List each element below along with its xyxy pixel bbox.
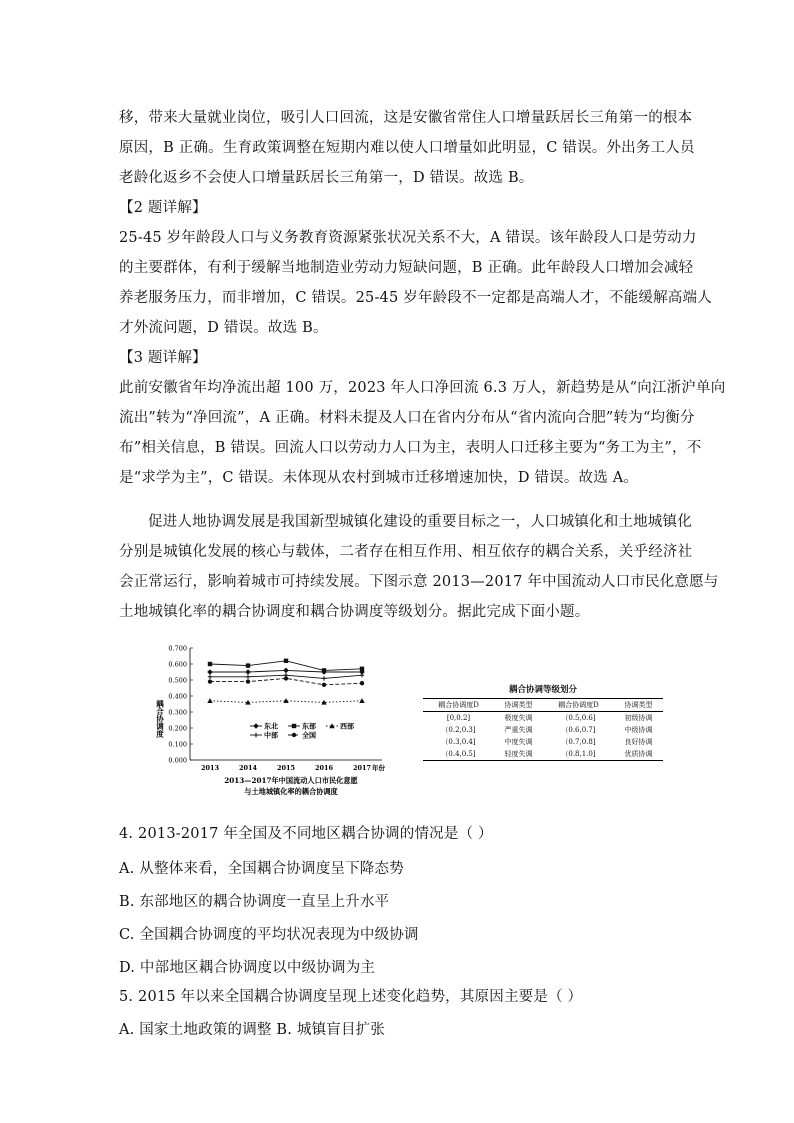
x-tick-label: 2016	[314, 764, 334, 772]
table-cell: 轻度失调	[504, 750, 533, 758]
table-cell: 严重失调	[504, 726, 533, 734]
table-cell: 中级协调	[624, 726, 653, 734]
coupling-level-table	[423, 698, 663, 761]
answer-option: D. 中部地区耦合协调度以中级协调为主	[119, 960, 376, 976]
series-0-point	[246, 663, 250, 667]
section-heading: 【3 题详解】	[119, 350, 207, 366]
paragraph-line: 是“求学为主”，C 错误。未体现从农村到城市迁移增速加快，D 错误。故选 A。	[119, 470, 639, 486]
paragraph-line: 养老服务压力，而非增加，C 错误。25-45 岁年龄段不一定都是高端人才，不能缓解高端人	[119, 290, 712, 306]
answer-option: A. 从整体来看，全国耦合协调度呈下降态势	[119, 861, 404, 877]
paragraph-line: 布”相关信息，B 错误。回流人口以劳动力人口为主，表明人口迁移主要为“务工为主”，不	[119, 440, 702, 456]
series-1-point	[207, 669, 213, 675]
table-header-cell: 协调类型	[504, 701, 533, 709]
intro-line: 土地城镇化率的耦合协调度和耦合协调度等级划分。据此完成下面小题。	[119, 604, 590, 620]
paragraph-line: 25-45 岁年龄段人口与义务教育资源紧张状况关系不大，A 错误。该年龄段人口是劳动力	[119, 230, 697, 246]
chart-svg	[150, 640, 400, 805]
legend-point	[292, 724, 296, 728]
intro-line: 促进人地协调发展是我国新型城镇化建设的重要目标之一，人口城镇化和土地城镇化	[148, 514, 692, 530]
legend-point	[253, 723, 259, 729]
x-tick-label: 2015	[276, 764, 296, 772]
table-cell: 初级协调	[624, 714, 653, 722]
x-tick-label: 2013	[200, 764, 220, 772]
table-cell: （0.2,0.3]	[441, 726, 476, 734]
series-0-point	[284, 659, 288, 663]
table-title: 耦合协调等级划分	[508, 685, 577, 695]
table-row	[423, 748, 663, 761]
paragraph-line: 移，带来大量就业岗位，吸引人口回流，这是安徽省常住人口增量跃居长三角第一的根本	[119, 110, 693, 126]
legend-label: 东北	[264, 721, 278, 731]
table-row	[423, 712, 663, 725]
x-tick-label: 2014	[238, 764, 258, 772]
answer-option: A. 国家土地政策的调整 B. 城镇盲目扩张	[119, 1022, 386, 1038]
y-tick-label: 0.600	[168, 660, 187, 669]
x-axis-unit-label: 年份	[372, 764, 385, 772]
intro-line: 分别是城镇化发展的核心与载体，二者存在相互作用、相互依存的耦合关系，关乎经济社	[119, 544, 693, 560]
series-3-point	[284, 676, 288, 680]
series-1-point	[283, 668, 289, 674]
legend-point	[292, 733, 296, 737]
table-cell: 中度失调	[504, 738, 533, 746]
table-cell: （0.5,0.6]	[561, 714, 596, 722]
y-tick-label: 0.000	[168, 756, 187, 765]
intro-line: 会正常运行，影响着城市可持续发展。下图示意 2013—2017 年中国流动人口市民化意愿与	[119, 574, 719, 590]
answer-option: C. 全国耦合协调度的平均状况表现为中级协调	[119, 927, 419, 943]
table-cell: （0.6,0.7]	[561, 726, 596, 734]
y-tick-label: 0.300	[168, 708, 187, 717]
series-4-point	[359, 698, 364, 703]
chart-title-line: 与土地城镇化率的耦合协调度	[244, 787, 338, 796]
series-4-point	[207, 698, 212, 703]
series-3-point	[208, 679, 212, 683]
y-axis-label: 耦合协调度	[155, 700, 165, 738]
paragraph-line: 才外流问题，D 错误。故选 B。	[119, 320, 328, 336]
table-cell: （0.8,1.0]	[561, 750, 596, 758]
table-header-cell: 协调类型	[624, 701, 653, 709]
paragraph-line: 此前安徽省年均净流出超 100 万，2023 年人口净回流 6.3 万人，新趋势是从“向江浙沪单向	[119, 380, 726, 396]
paragraph-line: 流出”转为“净回流”，A 正确。材料未提及人口在省内分布从“省内流向合肥”转为“均衡分	[119, 410, 695, 426]
answer-option: B. 东部地区的耦合协调度一直呈上升水平	[119, 894, 390, 910]
legend-label: 全国	[302, 730, 316, 740]
question-stem: 5. 2015 年以来全国耦合协调度呈现上述变化趋势，其原因主要是（ ）	[119, 989, 583, 1005]
chart-title-line: 2013—2017年中国流动人口市民化意愿	[224, 776, 358, 785]
question-stem: 4. 2013-2017 年全国及不同地区耦合协调的情况是（ ）	[119, 826, 493, 842]
table-cell: 良好协调	[624, 738, 653, 746]
series-3-point	[322, 683, 326, 687]
section-heading: 【2 题详解】	[119, 200, 207, 216]
table-row	[423, 724, 663, 736]
table-header-row	[423, 699, 663, 712]
y-tick-label: 0.400	[168, 692, 187, 701]
table-cell: （0.7,0.8]	[561, 738, 596, 746]
series-3-point	[246, 679, 250, 683]
paragraph-line: 的主要群体，有利于缓解当地制造业劳动力短缺问题，B 正确。此年龄段人口增加会减轻	[119, 260, 694, 276]
paragraph-line: 老龄化返乡不会使人口增量跃居长三角第一，D 错误。故选 B。	[119, 170, 534, 186]
series-1-point	[245, 669, 251, 675]
series-3-point	[360, 681, 364, 685]
y-tick-label: 0.100	[168, 740, 187, 749]
table-cell: 极度失调	[504, 714, 533, 722]
table-cell: 优质协调	[624, 750, 653, 758]
table-row	[423, 736, 663, 748]
x-tick-label: 2017	[352, 764, 372, 772]
table-header-cell: 耦合协调度D	[438, 701, 479, 709]
table-cell: （0.4,0.5]	[441, 750, 476, 758]
table-header-cell: 耦合协调度D	[558, 701, 599, 709]
paragraph-line: 原因，B 正确。生育政策调整在短期内难以使人口增量如此明显，C 错误。外出务工人员	[119, 140, 695, 156]
legend-label: 西部	[340, 721, 354, 731]
y-tick-label: 0.200	[168, 724, 187, 733]
y-tick-label: 0.700	[168, 644, 187, 653]
table-cell: （0.3,0.4]	[441, 738, 476, 746]
table-cell: [0,0.2]	[446, 714, 471, 722]
series-0-point	[208, 662, 212, 666]
coupling-level-table-block	[423, 683, 663, 761]
y-tick-label: 0.500	[168, 676, 187, 685]
legend-label: 东部	[302, 721, 316, 731]
legend-label: 中部	[264, 730, 278, 740]
coupling-line-chart	[150, 640, 400, 805]
